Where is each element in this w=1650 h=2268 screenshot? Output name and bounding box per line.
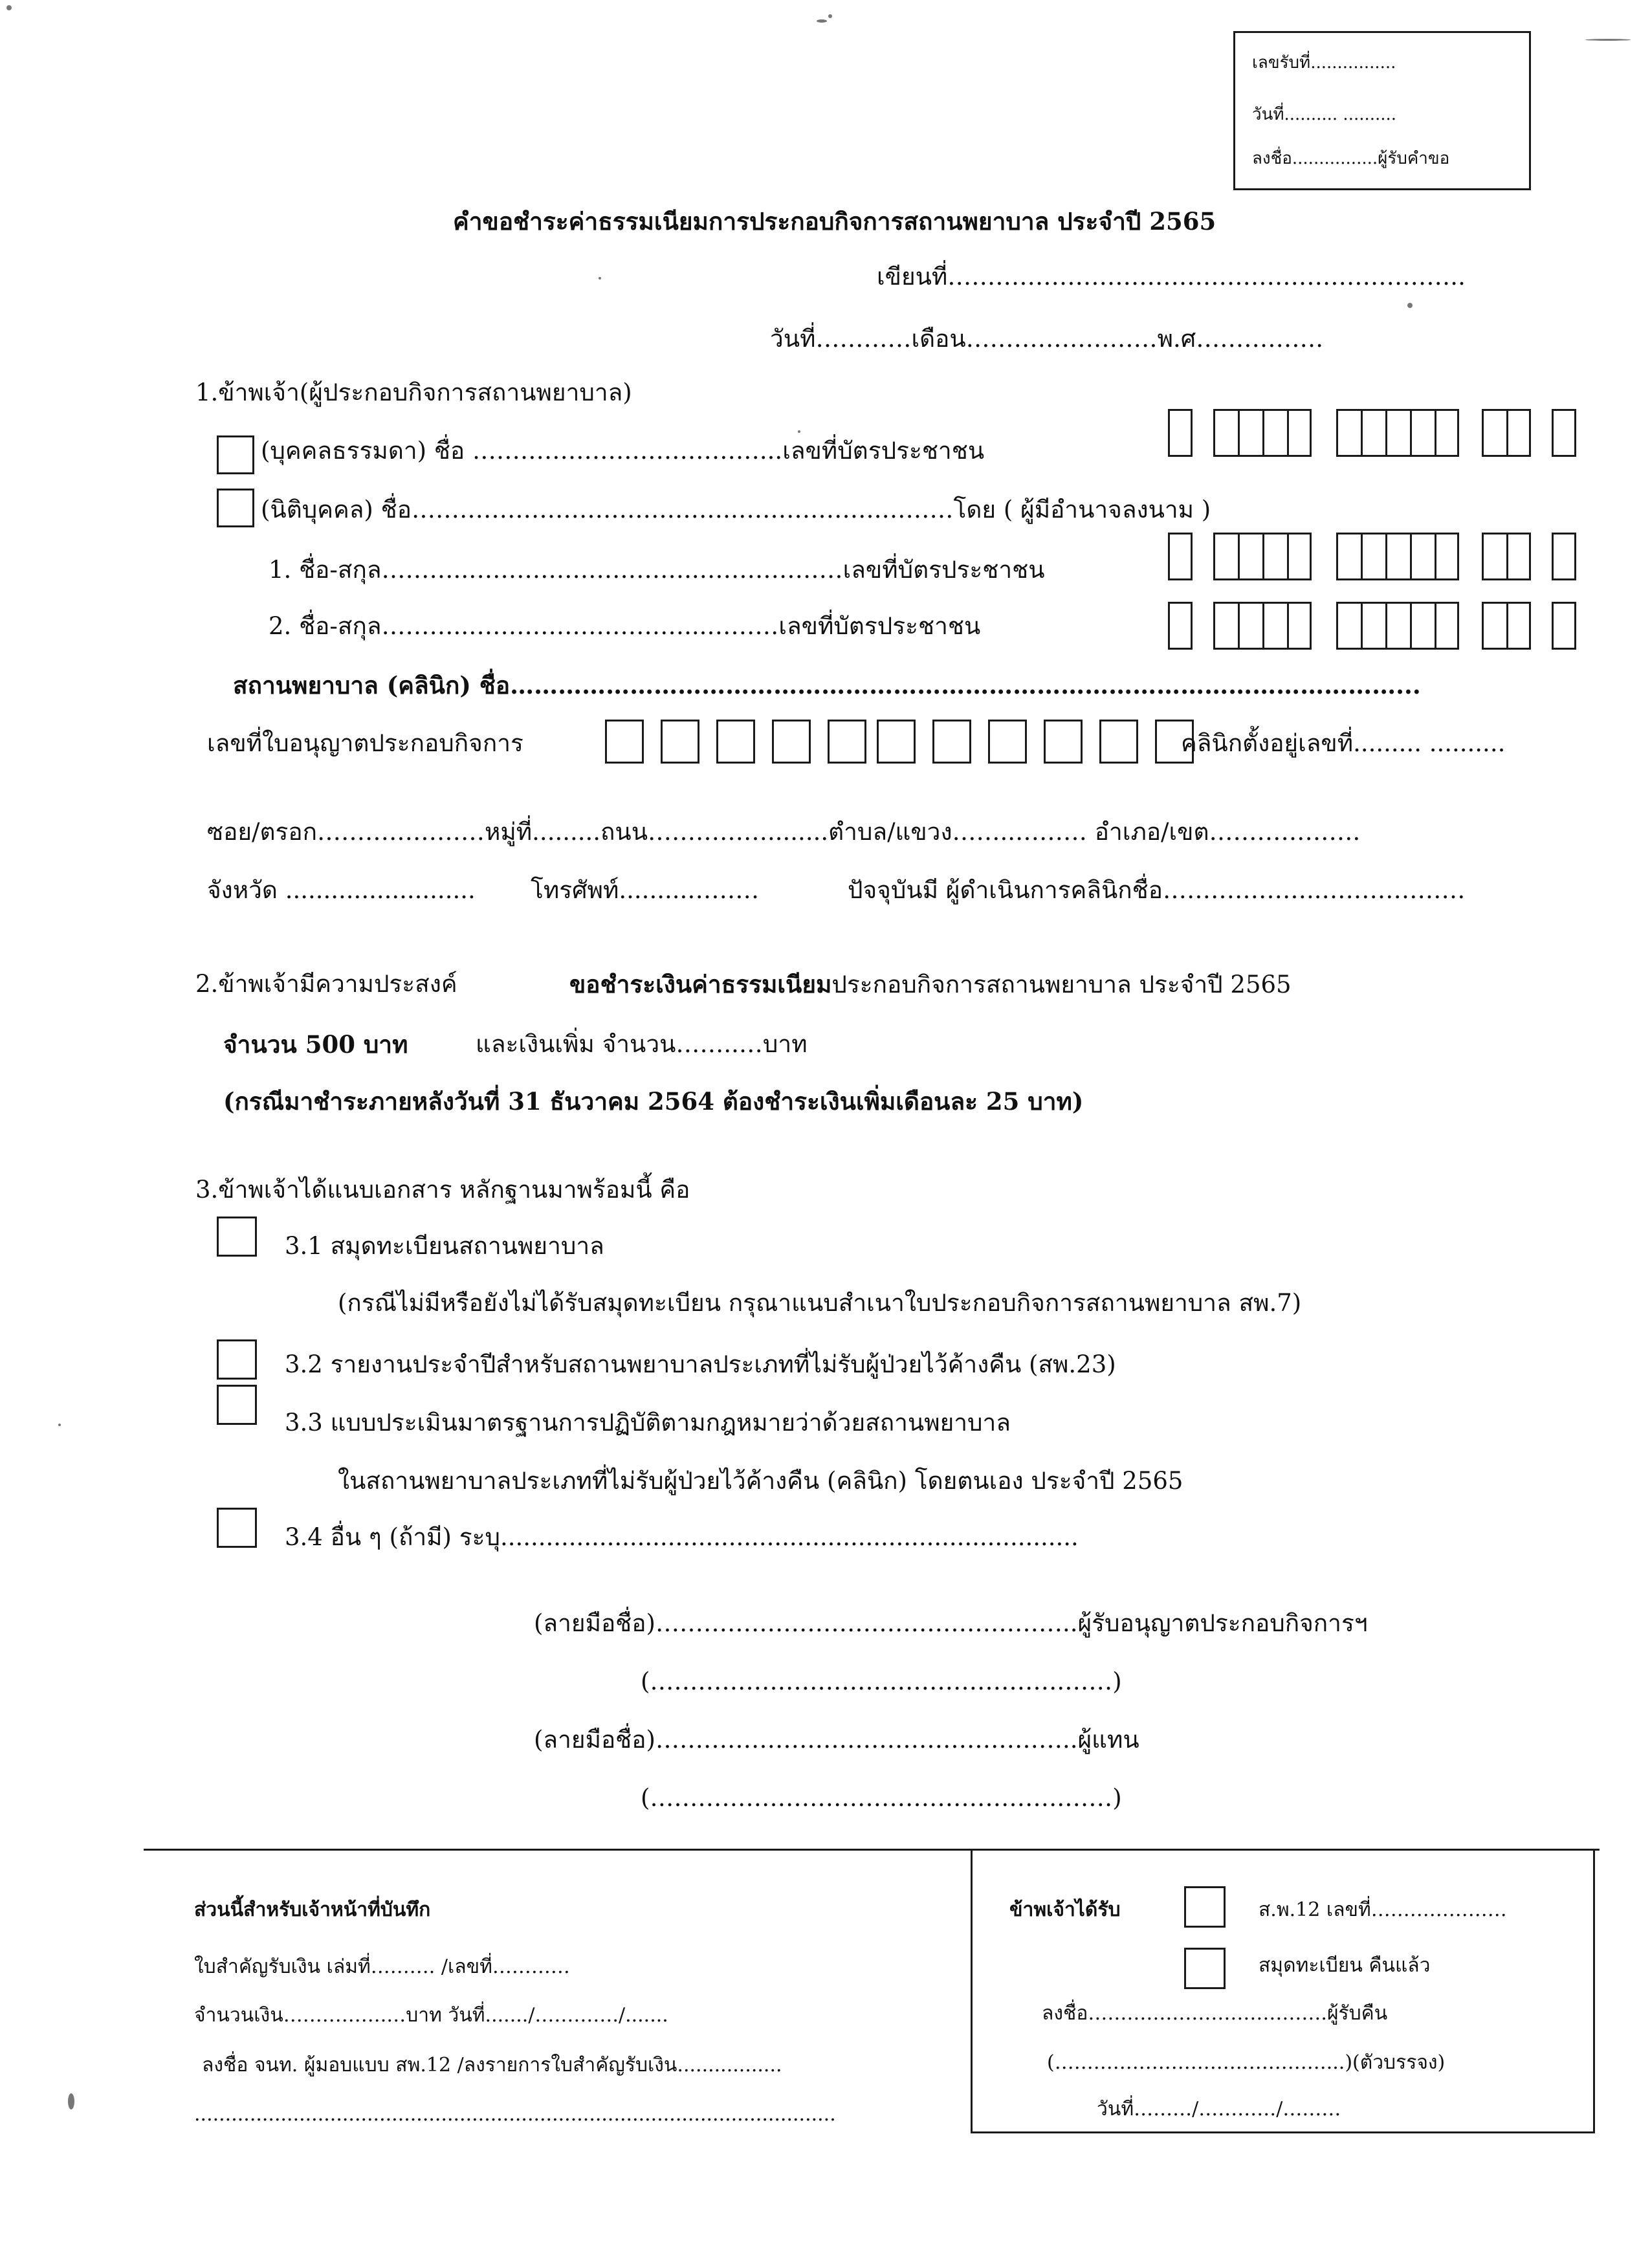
natural-person-checkbox[interactable] [217,435,254,474]
scan-speck [828,14,832,18]
clinic-address-number: คลินิกตั้งอยู่เลขที่......... .......... [1181,729,1506,757]
representative-signature: (ลายมือชื่อ)……………………………………………..ผู้แทน [534,1726,1139,1754]
id-digit-group[interactable] [1336,409,1459,457]
fee-amount: จำนวน 500 บาท [223,1030,408,1059]
scan-speck [6,5,12,10]
officer-signature-line: ลงชื่อ จนท. ผู้มอบแบบ สพ.12 /ลงรายการใบสำคัญรับเงิน................. [202,2054,782,2076]
receiver-signature-field: ลงชื่อ................ผู้รับคำขอ [1252,149,1450,168]
section1-heading: 1.ข้าพเจ้า(ผู้ประกอบกิจการสถานพยาบาล) [195,379,632,406]
section3-heading: 3.ข้าพเจ้าได้แนบเอกสาร หลักฐานมาพร้อมนี้ คือ [195,1176,690,1204]
received-section-heading: ข้าพเจ้าได้รับ [1009,1899,1121,1921]
officer-section-divider [144,1849,1600,1851]
section2-purpose-rest: ประกอบกิจการสถานพยาบาล ประจำปี 2565 [831,971,1292,998]
id-digit-group[interactable] [1552,533,1576,580]
scan-speck [599,277,601,280]
id-digit-group[interactable] [1552,602,1576,650]
license-number-label: เลขที่ใบอนุญาตประกอบกิจการ [207,729,523,757]
id-digit-group[interactable] [1552,409,1576,457]
id-digit-group[interactable] [1336,533,1459,580]
attachment-3-1-checkbox[interactable] [217,1217,257,1257]
date-field[interactable]: วันที่…………เดือน……………………พ.ศ……………. [770,325,1324,353]
scan-speck [798,430,800,433]
id-digit-group[interactable] [1213,533,1312,580]
registry-returned-label: สมุดทะเบียน คืนแล้ว [1259,1954,1431,1977]
scan-speck [1585,39,1631,41]
receipt-book-field: ใบสำคัญรับเงิน เล่มที่………. /เลขที่………… [194,1955,570,1978]
officer-blank-line: ........................................................................................................ [194,2103,836,2126]
licensee-signature: (ลายมือชื่อ)……………………………………………..ผู้รับอนุญาตประกอบกิจการฯ [534,1609,1368,1637]
attachment-3-3-checkbox[interactable] [217,1385,257,1425]
received-number-field: เลขรับที่................ [1252,53,1396,72]
attachment-3-4-label: 3.4 อื่น ๆ (ถ้ามี) ระบุ............................................................................ [285,1523,1079,1551]
late-payment-note: (กรณีมาชำระภายหลังวันที่ 31 ธันวาคม 2564 ต้องชำระเงินเพิ่มเดือนละ 25 บาท) [223,1087,1084,1116]
section2-purpose-bold: ขอชำระเงินค่าธรรมเนียม [569,970,832,998]
scan-speck [1407,303,1413,308]
scan-speck [68,2093,74,2109]
section2-heading: 2.ข้าพเจ้ามีความประสงค์ [195,970,457,998]
licensee-printed-name: (…………………………………………….……) [641,1668,1122,1695]
received-date-field: วันที่.......... .......... [1252,105,1397,124]
attachment-3-4-checkbox[interactable] [217,1508,257,1548]
phone-field: โทรศัพท์.........……… [531,876,760,904]
registry-returned-checkbox[interactable] [1184,1948,1226,1989]
attachment-3-2-label: 3.2 รายงานประจำปีสำหรับสถานพยาบาลประเภทที่ไม่รับผู้ป่วยไว้ค้างคืน (สพ.23) [285,1350,1116,1378]
attachment-3-1-label: 3.1 สมุดทะเบียนสถานพยาบาล [285,1232,604,1260]
returned-by-signature: ลงชื่อ……………………………….ผู้รับคืน [1042,2002,1388,2025]
id-digit-group[interactable] [1482,533,1531,580]
form-title: คำขอชำระค่าธรรมเนียมการประกอบกิจการสถานพยาบาล ประจำปี 2565 [453,207,1216,236]
sp12-number-field: ส.พ.12 เลขที่………………… [1259,1899,1507,1921]
juristic-person-checkbox[interactable] [217,489,254,527]
officer-vertical-divider [971,1849,973,2133]
clinic-name-line: สถานพยาบาล (คลินิก) ชื่อ…………………………………………………………………………………………………... [233,671,1421,699]
officer-amount-field: จำนวนเงิน…………….…บาท วันที่......./…………./....... [194,2004,668,2027]
sp12-received-checkbox[interactable] [1184,1886,1226,1928]
address-line: ซอย/ตรอก…………………หมู่ที่.........ถนน……………........ตำบล/แขวง……..……… อำเภอ/เขต………………. [207,818,1361,846]
id-digit-group[interactable] [1213,409,1312,457]
attachment-3-1-note: (กรณีไม่มีหรือยังไม่ได้รับสมุดทะเบียน กรุณาแนบสำเนาใบประกอบกิจการสถานพยาบาล สพ.7) [338,1289,1302,1317]
returned-date-field: วันที่………/…………/……… [1097,2098,1341,2120]
representative-printed-name: (…………………………………………….……) [641,1784,1122,1812]
scan-speck [58,1424,61,1426]
province-field: จังหวัด ......................... [207,876,476,904]
natural-person-line: (บุคคลธรรมดา) ชื่อ ………………………………...เลขที่บัตรประชาชน [261,437,985,465]
id-digit-group[interactable] [1336,602,1459,650]
id-digit-group[interactable] [1482,602,1531,650]
id-digit-group[interactable] [1168,602,1193,650]
signer-1-line: 1. ชื่อ-สกุล………..………………………..………………เลขที่บัตรประชาชน [269,556,1045,584]
id-digit-group[interactable] [1213,602,1312,650]
surcharge-field: และเงินเพิ่ม จำนวน……..…บาท [476,1030,808,1058]
written-at-field[interactable]: เขียนที่……………………………………………………….. [877,263,1466,291]
juristic-person-line: (นิติบุคคล) ชื่อ………………………………….……………….………โดย ( ผู้มีอำนาจลงนาม ) [261,496,1211,523]
officer-section-heading: ส่วนนี้สำหรับเจ้าหน้าที่บันทึก [194,1899,431,1921]
id-digit-group[interactable] [1482,409,1531,457]
attachment-3-3-continued: ในสถานพยาบาลประเภทที่ไม่รับผู้ป่วยไว้ค้างคืน (คลินิก) โดยตนเอง ประจำปี 2565 [338,1467,1183,1495]
returned-by-printed-name: (……………………………………...)(ตัวบรรจง) [1047,2051,1446,2074]
section2-purpose [569,969,1292,1000]
attachment-3-2-checkbox[interactable] [217,1339,257,1380]
id-digit-group[interactable] [1168,533,1193,580]
scan-speck [817,19,827,23]
attachment-3-3-label: 3.3 แบบประเมินมาตรฐานการปฏิบัติตามกฎหมายว่าด้วยสถานพยาบาล [285,1409,1011,1437]
received-box-right-border [1593,1849,1595,2133]
signer-2-line: 2. ชื่อ-สกุล………..………………………...………เลขที่บัตรประชาชน [269,612,981,640]
received-box-bottom-border [971,2131,1595,2133]
operator-name-field: ปัจจุบันมี ผู้ดำเนินการคลินิกชื่อ………………..……………… [848,876,1466,904]
id-digit-group[interactable] [1168,409,1193,457]
